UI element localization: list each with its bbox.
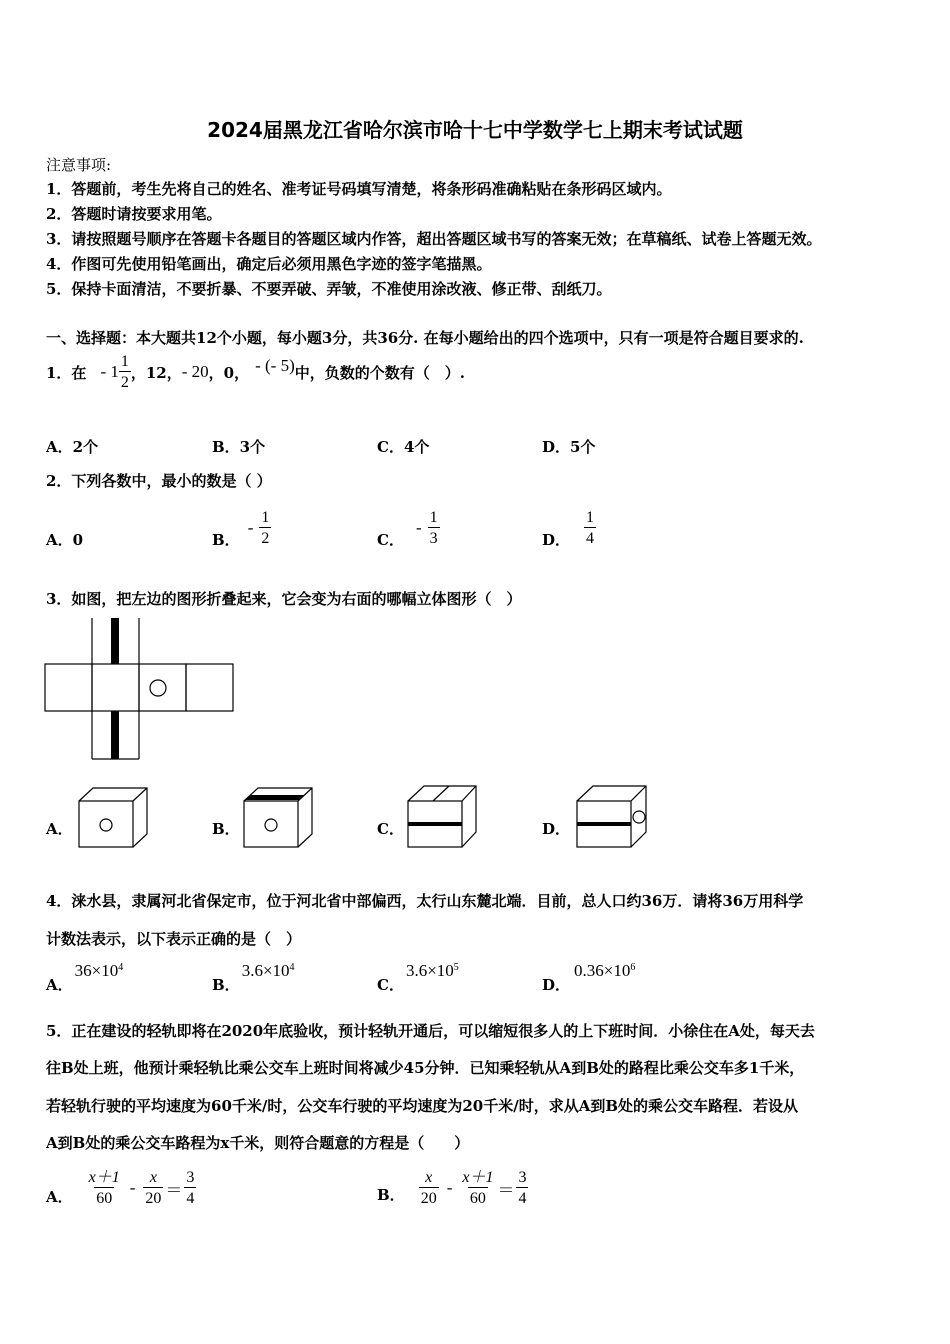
q5-a-f1-denominator: 60 — [94, 1187, 114, 1208]
q3-option-c[interactable]: C． — [377, 820, 404, 838]
q2-b-denominator: 2 — [259, 527, 271, 548]
q5-a-label: A． — [46, 1187, 73, 1206]
q2-c-label: C． — [377, 530, 404, 549]
q2-d-fraction — [584, 509, 596, 548]
q2-d-label: D． — [542, 530, 571, 549]
q2-option-a[interactable]: A．0 — [46, 531, 84, 549]
q5-b-fraction-3 — [516, 1169, 528, 1208]
q1-mixed-denominator: 2 — [119, 371, 131, 392]
q2-option-d[interactable] — [542, 506, 596, 550]
question-1 — [46, 352, 465, 392]
q2-b-fraction — [259, 509, 271, 548]
q1-option-b[interactable]: B．3个 — [212, 438, 266, 456]
q4-option-a[interactable] — [46, 960, 123, 996]
notice-item: 1．答题前，考生先将自己的姓名、准考证号码填写清楚，将条形码准确粘贴在条形码区域内。 — [46, 180, 672, 198]
notice-item: 4．作图可先使用铅笔画出，确定后必须用黑色字迹的签字笔描黑。 — [46, 255, 492, 273]
section-heading: 一、选择题：本大题共12个小题，每小题3分，共36分. 在每小题给出的四个选项中，只有一项是符合题目要求的. — [46, 329, 804, 347]
q5-b-fraction-2 — [460, 1169, 495, 1208]
q4-a-label: A． — [46, 976, 73, 994]
q5-a-minus: - — [129, 1178, 136, 1197]
q1-option-a[interactable]: A．2个 — [46, 438, 99, 456]
q5-a-f2-numerator: x — [149, 1168, 157, 1186]
question-5-line1: 5．正在建设的轻轨即将在2020年底验收，预计轻轨开通后，可以缩短很多人的上下班时间．小徐住在A处，每天去 — [46, 1022, 815, 1040]
q4-d-label: D． — [542, 976, 571, 994]
notice-item: 3．请按照题号顺序在答题卡各题目的答题区域内作答，超出答题区域书写的答案无效；在草稿纸、试卷上答题无效。 — [46, 230, 822, 248]
q1-value: - (- 5) — [255, 356, 295, 375]
q5-b-f1-denominator: 20 — [419, 1187, 439, 1208]
q1-option-d[interactable]: D．5个 — [542, 438, 596, 456]
q2-c-denominator: 3 — [428, 527, 440, 548]
q5-a-fraction-3 — [184, 1169, 196, 1208]
cube-net-figure — [44, 618, 236, 760]
q1-option-c[interactable]: C．4个 — [377, 438, 430, 456]
q2-b-label: B． — [212, 530, 240, 549]
q3-option-d[interactable]: D． — [542, 820, 571, 838]
q5-b-minus: - — [446, 1178, 453, 1197]
q4-b-exp: 4 — [289, 962, 295, 973]
q5-a-f1-numerator: x＋1 — [88, 1168, 120, 1186]
q2-c-sign: - — [415, 518, 422, 537]
q1-separator: ，0， — [208, 363, 250, 382]
q4-a-exp: 4 — [118, 962, 124, 973]
question-4-line2: 计数法表示，以下表示正确的是（ ） — [46, 930, 302, 948]
q4-c-exp: 5 — [453, 962, 459, 973]
page-title: 2024届黑龙江省哈尔滨市哈十七中学数学七上期末考试试题 — [207, 118, 743, 142]
q4-a-base: 36×10 — [74, 961, 119, 980]
notice-heading: 注意事项: — [46, 156, 112, 174]
q5-b-f2-numerator: x＋1 — [462, 1168, 494, 1186]
q2-b-numerator: 1 — [261, 508, 270, 526]
q4-d-base: 0.36×10 — [574, 961, 631, 980]
q1-prefix: 1．在 — [46, 363, 87, 382]
q4-b-label: B． — [212, 976, 240, 994]
question-2: 2．下列各数中，最小的数是（ ） — [46, 472, 272, 490]
q5-b-f3-numerator: 3 — [518, 1168, 527, 1186]
q2-option-c[interactable] — [377, 506, 440, 550]
q5-b-fraction-1 — [419, 1169, 439, 1208]
question-5-line4: A到B处的乘公交车路程为x千米，则符合题意的方程是（ ） — [46, 1134, 470, 1152]
q2-option-b[interactable] — [212, 506, 271, 550]
notice-item: 2．答题时请按要求用笔。 — [46, 205, 222, 223]
q5-b-f3-denominator: 4 — [516, 1187, 528, 1208]
q5-a-fraction-1 — [87, 1169, 122, 1208]
q1-mixed-numerator: 1 — [120, 352, 129, 370]
q2-c-fraction — [428, 509, 440, 548]
q4-option-b[interactable] — [212, 960, 295, 996]
notice-item: 5．保持卡面清洁，不要折暴、不要弄破、弄皱，不准使用涂改液、修正带、刮纸刀。 — [46, 280, 612, 298]
q4-b-base: 3.6×10 — [241, 961, 290, 980]
question-5-line2: 往B处上班，他预计乘轻轨比乘公交车上班时间将减少45分钟．已知乘轻轨从A到B处的路程比乘公交车多1千米， — [46, 1059, 805, 1077]
q2-c-numerator: 1 — [429, 508, 438, 526]
q2-d-denominator: 4 — [584, 527, 596, 548]
q1-suffix: 中，负数的个数有（ ）. — [294, 363, 465, 382]
q5-b-f2-denominator: 60 — [468, 1187, 488, 1208]
q5-b-label: B． — [377, 1185, 405, 1204]
q5-a-f3-numerator: 3 — [186, 1168, 195, 1186]
question-4-line1: 4．涞水县，隶属河北省保定市，位于河北省中部偏西，太行山东麓北端．目前，总人口约36万．请将36万用科学 — [46, 892, 804, 910]
q5-a-f2-denominator: 20 — [143, 1187, 163, 1208]
q5-b-equals: ＝ — [497, 1180, 515, 1200]
q5-a-f3-denominator: 4 — [184, 1187, 196, 1208]
q5-a-equals: ＝ — [165, 1180, 183, 1200]
q5-option-b[interactable] — [377, 1166, 528, 1210]
q4-c-label: C． — [377, 976, 404, 994]
q3-option-a[interactable]: A． — [46, 820, 73, 838]
q4-c-base: 3.6×10 — [405, 961, 454, 980]
q4-option-d[interactable] — [542, 960, 635, 996]
cube-a-figure[interactable] — [78, 787, 150, 849]
q4-d-exp: 6 — [630, 962, 636, 973]
q5-option-a[interactable] — [46, 1166, 196, 1210]
q5-a-fraction-2 — [143, 1169, 163, 1208]
cube-b-figure[interactable] — [243, 787, 315, 849]
q2-d-numerator: 1 — [586, 508, 595, 526]
q1-mixed-sign: - 1 — [100, 362, 119, 381]
q1-mixed-fraction — [119, 353, 131, 392]
q3-option-b[interactable]: B． — [212, 820, 240, 838]
q2-b-sign: - — [247, 518, 254, 537]
cube-d-figure[interactable] — [576, 785, 650, 849]
question-3: 3．如图，把左边的图形折叠起来，它会变为右面的哪幅立体图形（ ） — [46, 590, 522, 608]
q5-b-f1-numerator: x — [425, 1168, 433, 1186]
cube-c-figure[interactable] — [407, 785, 479, 849]
q4-option-c[interactable] — [377, 960, 459, 996]
question-5-line3: 若轻轨行驶的平均速度为60千米/时，公交车行驶的平均速度为20千米/时，求从A到B处的乘公交车路程．若设从 — [46, 1097, 799, 1115]
q1-value: - 20 — [181, 362, 209, 381]
q1-separator: ，12， — [130, 363, 182, 382]
